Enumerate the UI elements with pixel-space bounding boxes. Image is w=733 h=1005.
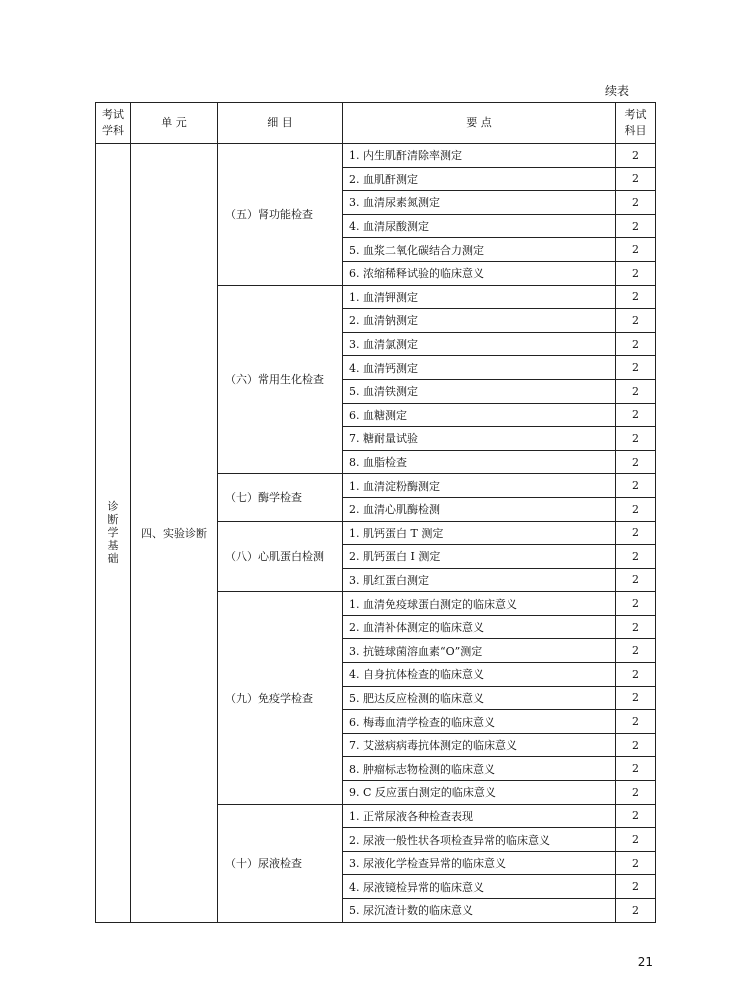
item-cell: （五）肾功能检查 xyxy=(218,144,343,286)
point-cell: 1. 血清淀粉酶测定 xyxy=(343,474,616,498)
header-point: 要 点 xyxy=(343,103,616,144)
level-cell: 2 xyxy=(616,238,656,262)
level-cell: 2 xyxy=(616,781,656,805)
header-subject: 考试 学科 xyxy=(96,103,131,144)
point-cell: 3. 肌红蛋白测定 xyxy=(343,568,616,592)
point-cell: 2. 血肌酐测定 xyxy=(343,167,616,191)
point-cell: 6. 浓缩稀释试验的临床意义 xyxy=(343,261,616,285)
level-cell: 2 xyxy=(616,497,656,521)
point-cell: 5. 血浆二氧化碳结合力测定 xyxy=(343,238,616,262)
level-cell: 2 xyxy=(616,757,656,781)
header-level: 考试 科目 xyxy=(616,103,656,144)
level-cell: 2 xyxy=(616,191,656,215)
level-cell: 2 xyxy=(616,875,656,899)
level-cell: 2 xyxy=(616,356,656,380)
level-cell: 2 xyxy=(616,851,656,875)
level-cell: 2 xyxy=(616,663,656,687)
item-cell: （九）免疫学检查 xyxy=(218,592,343,804)
point-cell: 5. 血清铁测定 xyxy=(343,379,616,403)
point-cell: 2. 血清钠测定 xyxy=(343,309,616,333)
continued-label: 续表 xyxy=(604,84,629,98)
point-cell: 4. 血清钙测定 xyxy=(343,356,616,380)
level-cell: 2 xyxy=(616,545,656,569)
header-item: 细 目 xyxy=(218,103,343,144)
level-cell: 2 xyxy=(616,686,656,710)
item-cell: （七）酶学检查 xyxy=(218,474,343,521)
level-cell: 2 xyxy=(616,261,656,285)
level-cell: 2 xyxy=(616,332,656,356)
point-cell: 4. 尿液镜检异常的临床意义 xyxy=(343,875,616,899)
level-cell: 2 xyxy=(616,427,656,451)
level-cell: 2 xyxy=(616,639,656,663)
point-cell: 7. 艾滋病病毒抗体测定的临床意义 xyxy=(343,733,616,757)
level-cell: 2 xyxy=(616,379,656,403)
point-cell: 3. 血清尿素氮测定 xyxy=(343,191,616,215)
item-cell: （十）尿液检查 xyxy=(218,804,343,922)
point-cell: 5. 尿沉渣计数的临床意义 xyxy=(343,899,616,923)
level-cell: 2 xyxy=(616,899,656,923)
level-cell: 2 xyxy=(616,828,656,852)
point-cell: 2. 肌钙蛋白 I 测定 xyxy=(343,545,616,569)
point-cell: 1. 血清免疫球蛋白测定的临床意义 xyxy=(343,592,616,616)
level-cell: 2 xyxy=(616,615,656,639)
header-unit: 单 元 xyxy=(131,103,218,144)
point-cell: 7. 糖耐量试验 xyxy=(343,427,616,451)
point-cell: 3. 血清氯测定 xyxy=(343,332,616,356)
level-cell: 2 xyxy=(616,167,656,191)
point-cell: 1. 肌钙蛋白 T 测定 xyxy=(343,521,616,545)
level-cell: 2 xyxy=(616,804,656,828)
page-number: 21 xyxy=(637,955,653,969)
level-cell: 2 xyxy=(616,521,656,545)
level-cell: 2 xyxy=(616,450,656,474)
table-row xyxy=(96,144,656,168)
point-cell: 3. 尿液化学检查异常的临床意义 xyxy=(343,851,616,875)
level-cell: 2 xyxy=(616,403,656,427)
point-cell: 3. 抗链球菌溶血素“O”测定 xyxy=(343,639,616,663)
level-cell: 2 xyxy=(616,592,656,616)
point-cell: 1. 内生肌酐清除率测定 xyxy=(343,144,616,168)
level-cell: 2 xyxy=(616,285,656,309)
level-cell: 2 xyxy=(616,474,656,498)
subject-cell: 诊 断 学 基 础 xyxy=(96,144,131,923)
level-cell: 2 xyxy=(616,733,656,757)
point-cell: 6. 血糖测定 xyxy=(343,403,616,427)
level-cell: 2 xyxy=(616,309,656,333)
point-cell: 8. 血脂检查 xyxy=(343,450,616,474)
point-cell: 5. 肥达反应检测的临床意义 xyxy=(343,686,616,710)
point-cell: 4. 血清尿酸测定 xyxy=(343,214,616,238)
point-cell: 2. 血清补体测定的临床意义 xyxy=(343,615,616,639)
header-row xyxy=(96,103,656,144)
item-cell: （六）常用生化检查 xyxy=(218,285,343,474)
point-cell: 2. 尿液一般性状各项检查异常的临床意义 xyxy=(343,828,616,852)
item-cell: （八）心肌蛋白检测 xyxy=(218,521,343,592)
point-cell: 8. 肿瘤标志物检测的临床意义 xyxy=(343,757,616,781)
point-cell: 6. 梅毒血清学检查的临床意义 xyxy=(343,710,616,734)
point-cell: 4. 自身抗体检查的临床意义 xyxy=(343,663,616,687)
point-cell: 2. 血清心肌酶检测 xyxy=(343,497,616,521)
point-cell: 1. 正常尿液各种检查表现 xyxy=(343,804,616,828)
level-cell: 2 xyxy=(616,214,656,238)
point-cell: 9. C 反应蛋白测定的临床意义 xyxy=(343,781,616,805)
point-cell: 1. 血清钾测定 xyxy=(343,285,616,309)
level-cell: 2 xyxy=(616,568,656,592)
syllabus-table xyxy=(95,102,656,923)
level-cell: 2 xyxy=(616,144,656,168)
unit-cell: 四、实验诊断 xyxy=(131,144,218,923)
level-cell: 2 xyxy=(616,710,656,734)
